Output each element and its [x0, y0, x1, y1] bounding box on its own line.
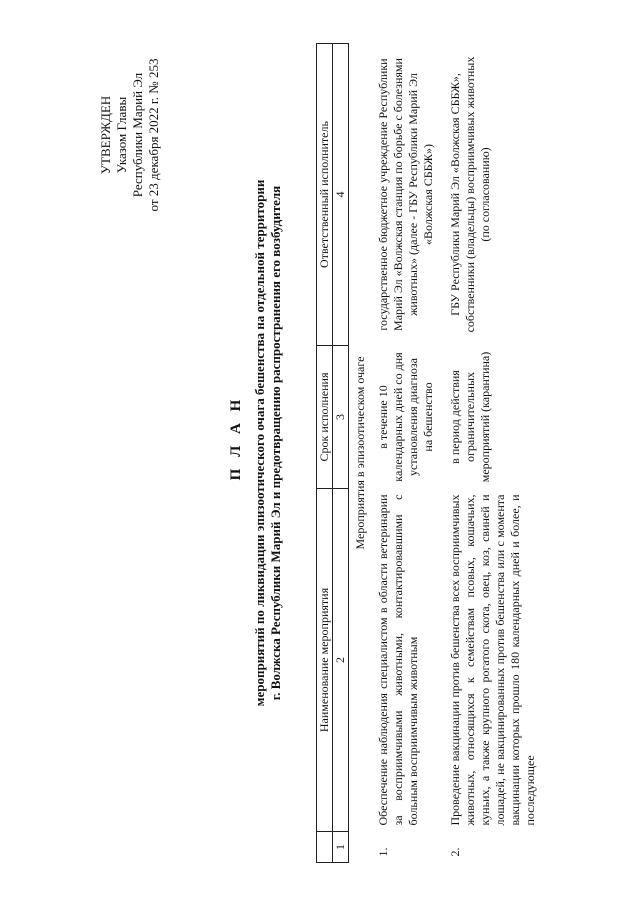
row-number: 1.	[376, 847, 390, 857]
subtitle-line-2: г. Волжска Республики Марий Эл и предотвращению распространения его возбудителя	[268, 185, 283, 701]
row-measure: Обеспечение наблюдения специалистом в области ветеринарии за восприимчивыми животными, контактировавшими с больным восприимчивым животным	[376, 494, 420, 826]
plan-table	[316, 43, 546, 863]
header-cell-name: Наименование мероприятия	[317, 489, 333, 832]
column-number: 3	[333, 346, 349, 489]
section-row	[349, 44, 373, 863]
document-subtitle	[252, 103, 284, 783]
column-numbers-row	[333, 44, 349, 863]
column-number: 1	[333, 832, 349, 863]
table-header-row	[317, 44, 333, 863]
table-row	[444, 44, 546, 863]
row-measure: Проведение вакцинации против бешенства всех восприимчивых животных, относящихся к семействам псовых, кошачьих, куньих, а также крупного рогатого скота, овец, коз, свиней и лошадей, не вакцинированных против бешенства или с момента вакцинации которых прошло 180 календарных дней и более, и последующее	[448, 494, 537, 826]
column-number: 2	[333, 489, 349, 832]
document-title: П Л А Н	[228, 395, 244, 481]
section-title: Мероприятия в эпизоотическом очаге	[353, 356, 367, 550]
row-term: в период действия ограничительных мероприятий (карантина)	[448, 351, 492, 483]
row-term: в течение 10 календарных дней со дня установления диагноза на бешенство	[376, 352, 435, 482]
approval-stamp	[98, 15, 162, 255]
subtitle-line-1: мероприятий по ликвидации эпизоотического очага бешенства на отдельной территории	[252, 179, 267, 707]
header-cell-number	[317, 832, 333, 863]
header-cell-executor: Ответственный исполнитель	[317, 44, 333, 346]
row-number: 2.	[448, 847, 462, 857]
row-executor: государственное бюджетное учреждение Республики Марий Эл «Волжская станция по борьбе с болезнями животных» (далее - ГБУ Республики Марий Эл «Волжская СББЖ»)	[376, 58, 435, 331]
approval-republic: Республики Марий Эл	[130, 72, 145, 198]
approval-decree: Указом Главы	[114, 96, 129, 174]
table-row	[372, 44, 444, 863]
row-executor: ГБУ Республики Марий Эл «Волжская СББЖ», собственники (владельцы) восприимчивых животных (по согласованию)	[448, 56, 492, 333]
approval-heading: УТВЕРЖДЕН	[98, 95, 113, 175]
column-number: 4	[333, 44, 349, 346]
approval-date-number: от 23 декабря 2022 г. № 253	[146, 58, 161, 212]
header-cell-term: Срок исполнения	[317, 346, 333, 489]
